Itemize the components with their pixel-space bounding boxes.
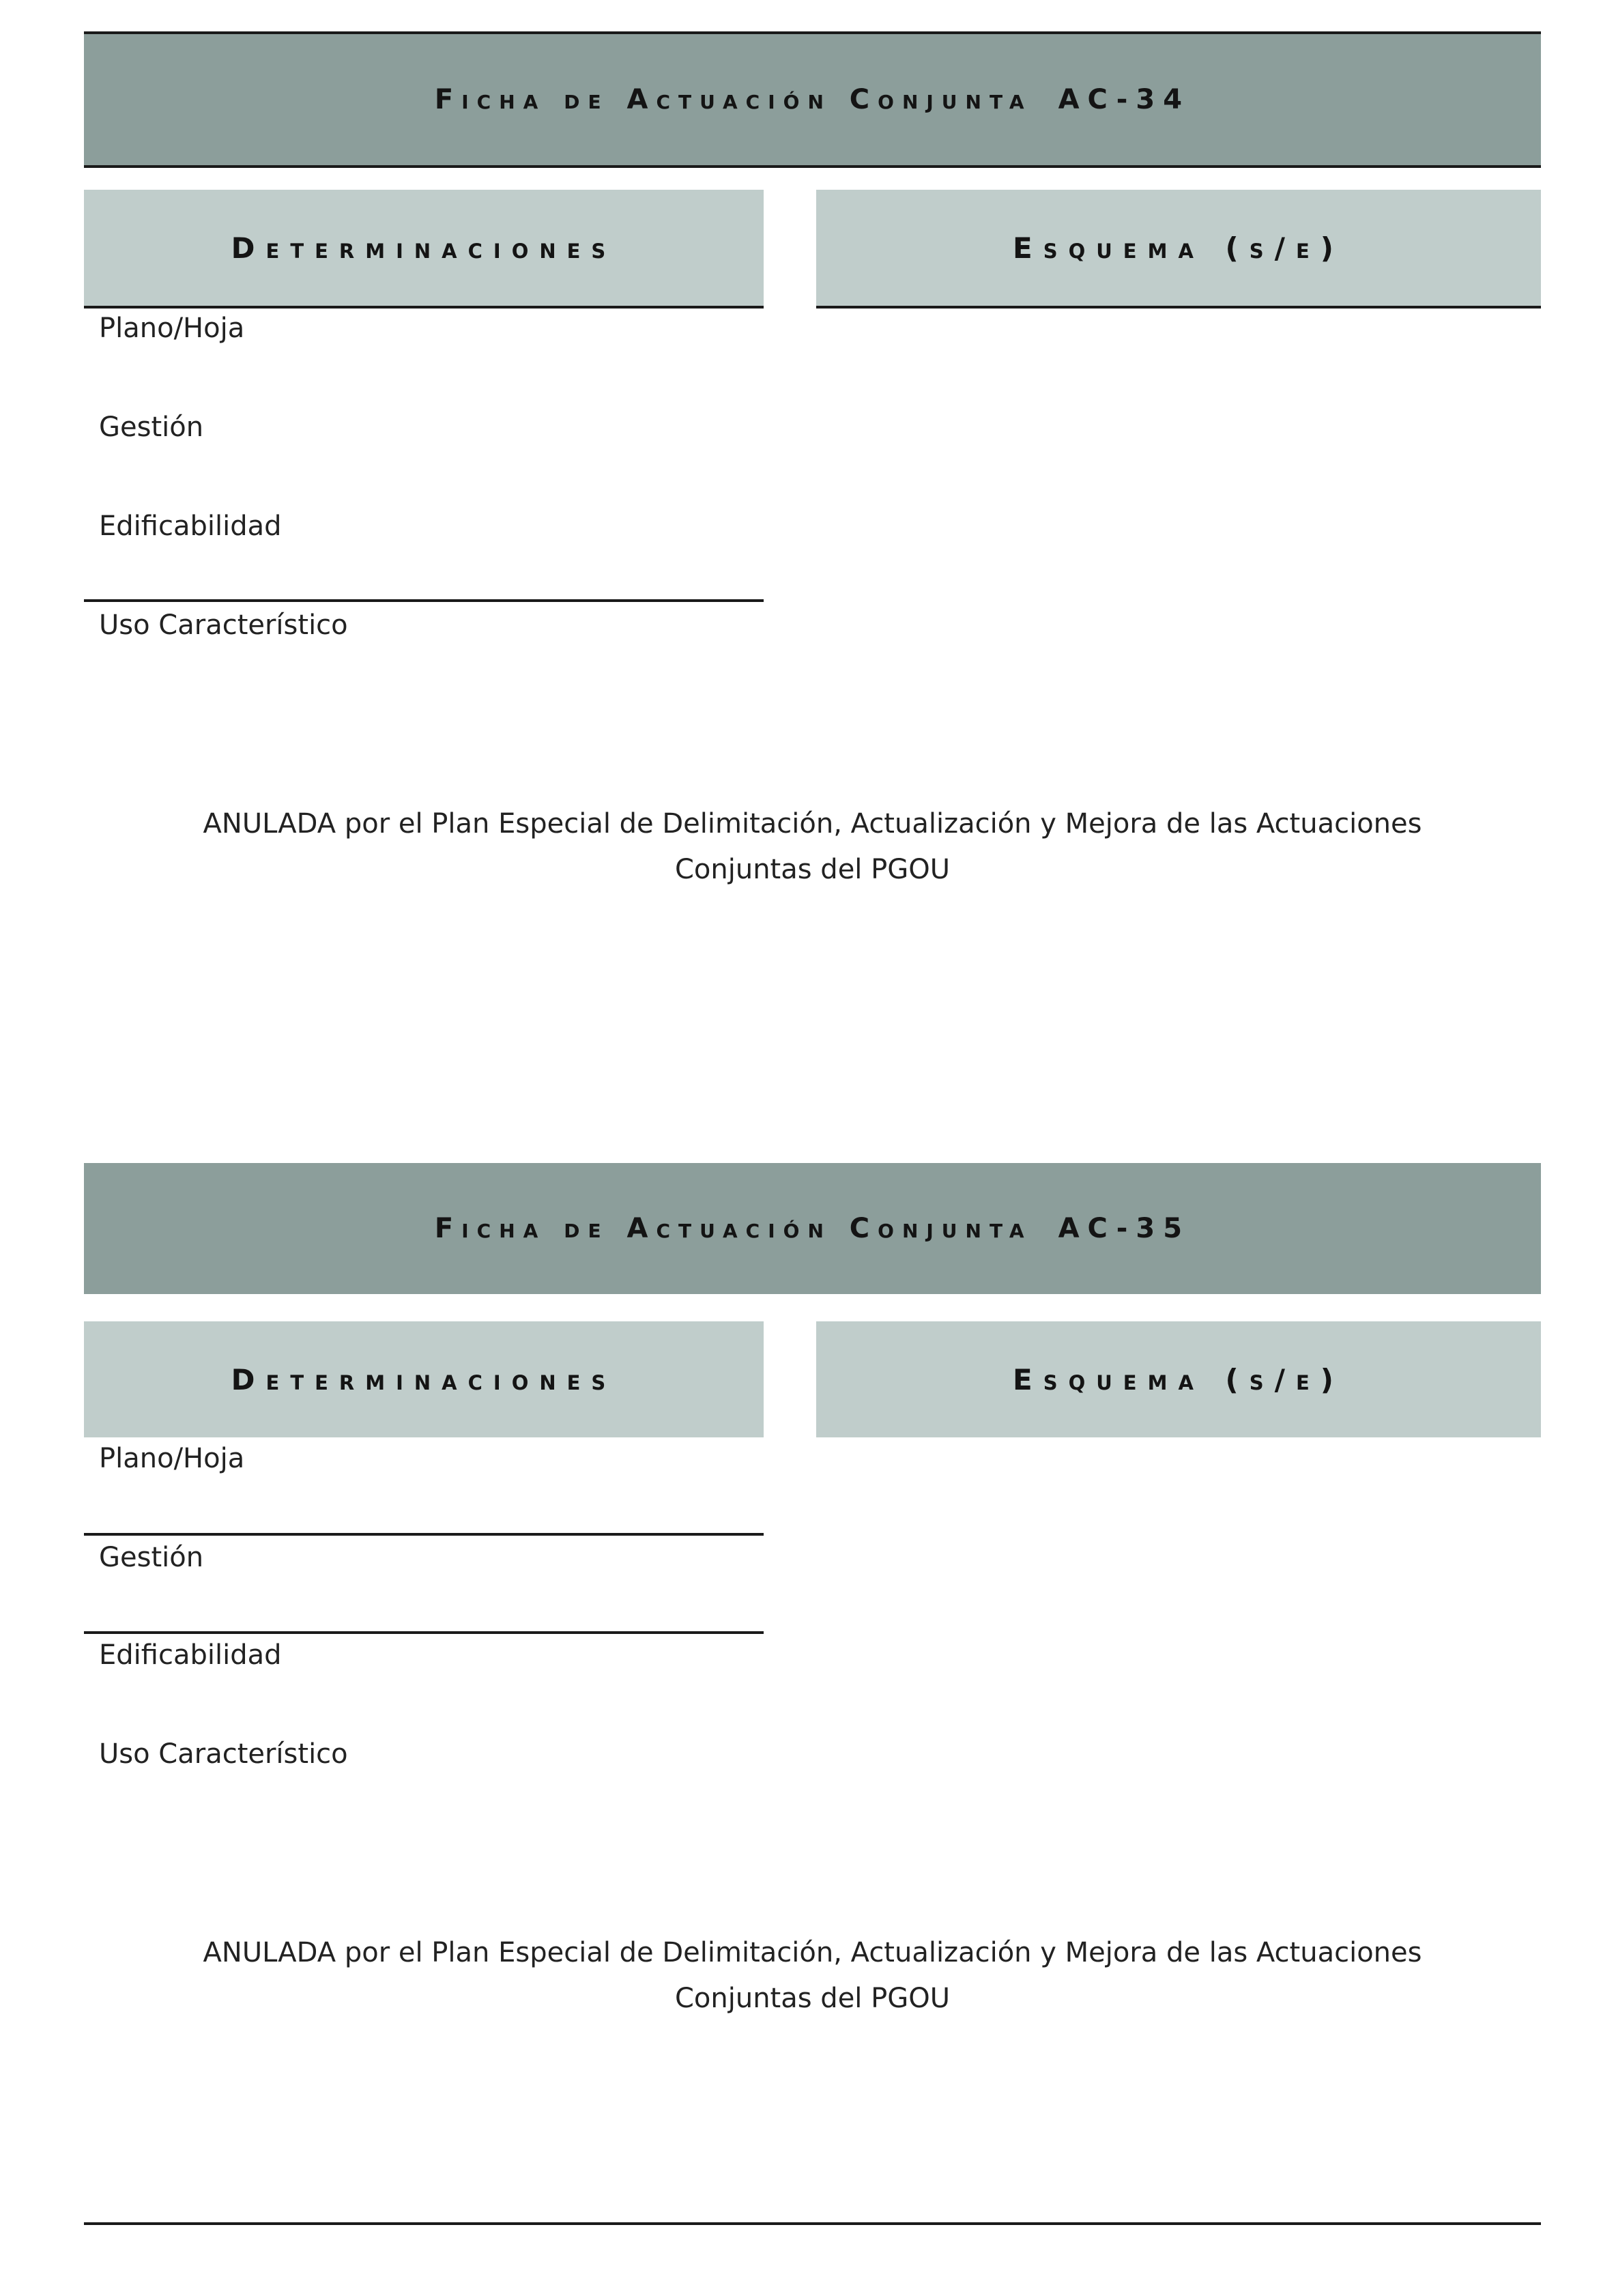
field-edificabilidad: Edificabilidad [99,1639,282,1671]
ficha-code: AC-34 [1058,84,1191,115]
determinaciones-label: Determinaciones [231,1362,617,1396]
ficha-title-bar [84,1163,1541,1294]
ficha-card-ac-34 [0,31,1616,1164]
determinaciones-label: Determinaciones [231,231,617,265]
annulment-notice-line1: ANULADA por el Plan Especial de Delimitación, Actualización y Mejora de las Actuaciones [203,808,1422,840]
field-edificabilidad: Edificabilidad [99,511,282,542]
annulment-notice-line1: ANULADA por el Plan Especial de Delimitación, Actualización y Mejora de las Actuaciones [203,1937,1422,1968]
esquema-label: Esquema (s/e) [1013,231,1344,265]
field-plano-hoja: Plano/Hoja [99,1443,245,1474]
ficha-title: Ficha de Actuación Conjunta [434,1213,1033,1244]
field-divider [84,1631,764,1634]
field-gestion: Gestión [99,412,204,443]
ficha-card-ac-35 [0,1163,1616,2296]
annulment-notice [84,1930,1541,2022]
esquema-header [816,1321,1541,1437]
annulment-notice-line2: Conjuntas del PGOU [674,1983,951,2014]
ficha-title-bar [84,31,1541,168]
field-plano-hoja: Plano/Hoja [99,313,245,344]
field-uso-caracteristico: Uso Característico [99,609,348,641]
ficha-title: Ficha de Actuación Conjunta [434,84,1033,115]
annulment-notice-line2: Conjuntas del PGOU [674,854,951,885]
esquema-label: Esquema (s/e) [1013,1362,1344,1396]
page-footer-rule [84,2222,1541,2225]
field-divider [84,1533,764,1536]
field-divider [84,599,764,602]
determinaciones-header [84,190,764,308]
annulment-notice [84,801,1541,893]
determinaciones-header [84,1321,764,1437]
ficha-code: AC-35 [1058,1213,1191,1244]
esquema-header [816,190,1541,308]
field-uso-caracteristico: Uso Característico [99,1738,348,1770]
field-gestion: Gestión [99,1542,204,1573]
